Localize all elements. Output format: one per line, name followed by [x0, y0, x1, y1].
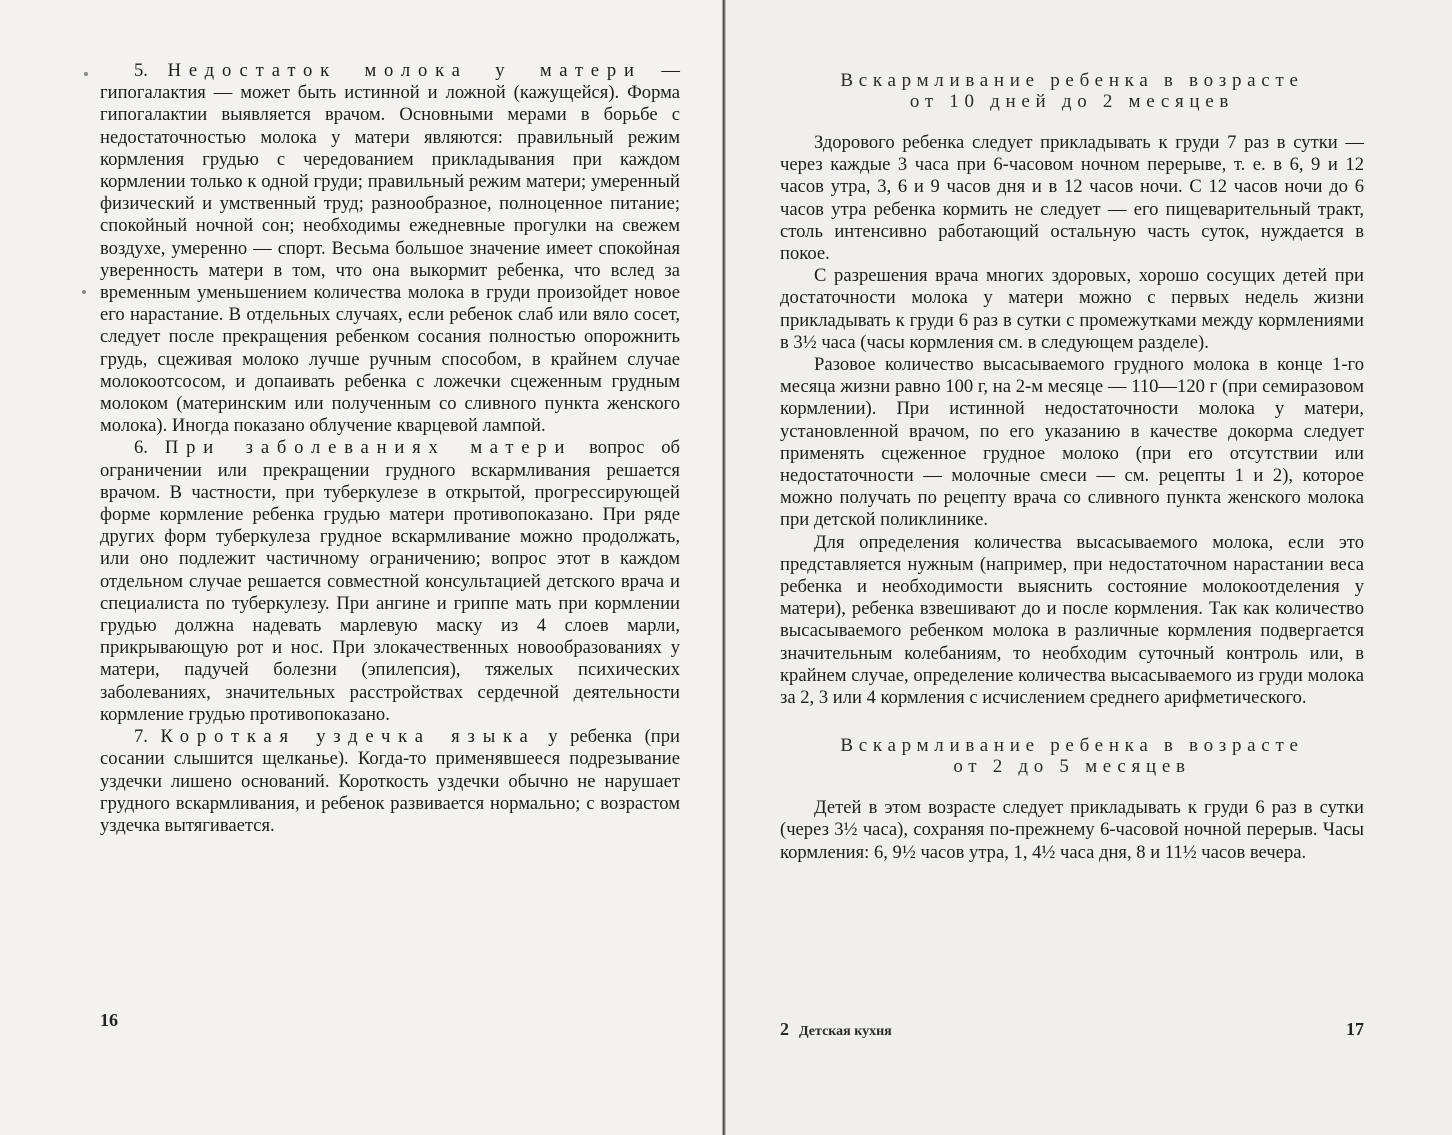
paragraph: Детей в этом возрасте следует прикладывать к груди 6 раз в сутки (через 3½ часа), сохраняя по-прежнему 6-часовой ночной перерыв. Часы кормления: 6, 9½ часов утра, 1, 4½ часа дня, 8 и 11½ часов вечера.	[780, 797, 1364, 863]
book-gutter	[722, 0, 726, 1135]
paragraph: Здорового ребенка следует прикладывать к груди 7 раз в сутки — через каждые 3 часа при 6-часовом ночном перерыве, т. е. в 6, 9 и 12 часов утра, 3, 6 и 9 часов дня и в 12 часов ночи. С 12 часов ночи до 6 часов утра ребенка кормить не следует — его пищеварительный тракт, столь интенсивно работающий остальную часть суток, нуждается в покое.	[780, 132, 1364, 265]
spaced-term: Недостаток молока у матери	[167, 60, 642, 81]
left-page	[0, 0, 724, 1135]
spaced-term: Короткая уздечка языка	[160, 726, 536, 748]
paragraph-short-frenulum	[100, 726, 680, 837]
scan-speck	[82, 290, 86, 294]
item-number: 6.	[134, 437, 165, 459]
heading-line: от 2 до 5 месяцев	[953, 756, 1191, 778]
heading-line: от 10 дней до 2 месяцев	[909, 91, 1235, 112]
right-page	[727, 0, 1452, 1135]
paragraph-text: — гипогалактия — может быть истинной и ложной (кажущейся). Форма гипогалактии выявляется врачом. Основными мерами в борьбе с недостаточностью молока у матери являются: правильный режим кормления грудью с чередованием прикладывания при каждом кормлении только к одной груди; правильный режим матери; умеренный физический и умственный труд; разнообразное, полноценное питание; спокойный ночной сон; необходимы ежедневные прогулки на свежем воздухе, умеренно — спорт. Весьма большое значение имеет спокойная уверенность матери в том, что она выкормит ребенка, что вслед за временным уменьшением количества молока в груди произойдет новое его нарастание. В отдельных случаях, если ребенок слаб или вяло сосет, следует после прекращения ребенком сосания полностью опорожнить грудь, сцеживая молоко лучше ручным способом, в крайнем случае молокоотсосом, и допаивать ребенка с ложечки сцеженным грудным молоком (материнским или полученным со сливного пункта женского молока). Иногда показано облучение кварцевой лампой.	[100, 60, 680, 437]
paragraph-milk-deficiency	[100, 60, 680, 437]
page-number-right: 17	[1346, 1019, 1364, 1039]
paragraph-text: вопрос об ограничении или прекращении грудного вскармливания решается врачом. В частности, при туберкулезе в открытой, прогрессирующей форме кормление ребенка грудью матери противопоказано. При ряде других форм туберкулеза грудное вскармливание можно продолжать, или оно подлежит частичному ограничению; вопрос этот в каждом отдельном случае решается совместной консультацией детского врача и специалиста по туберкулезу. При ангине и гриппе мать при кормлении грудью должна надевать марлевую маску из 4 слоев марли, прикрывающую рот и нос. При злокачественных новообразованиях у матери, падучей болезни (эпилепсия), тяжелых психических заболеваниях, значительных расстройствах сердечной деятельности кормление грудью противопоказано.	[100, 437, 681, 725]
page-number-left: 16	[100, 1010, 118, 1030]
heading-line: Вскармливание ребенка в возрасте	[840, 70, 1304, 91]
paragraph-mother-diseases	[100, 437, 680, 726]
paragraph: Для определения количества высасываемого молока, если это представляется нужным (например, при недостаточном нарастании веса ребенка и необходимости выяснить состояние молокоотделения у матери), ребенка взвешивают до и после кормления. Так как количество высасываемого ребенком молока в различные кормления подвергается значительным колебаниям, то необходим суточный контроль или, в крайнем случае, определение количества высасываемого из груди молока за 2, 3 или 4 кормления с исчислением среднего арифметического.	[780, 531, 1364, 709]
heading-line: Вскармливание ребенка в возрасте	[840, 735, 1304, 757]
signature-number: 2	[780, 1019, 789, 1039]
paragraph: С разрешения врача многих здоровых, хорошо сосущих детей при достаточности молока у матери можно с первых недель жизни прикладывать к груди 6 раз в сутки с промежутками между кормлениями в 3½ часа (часы кормления см. в следующем разделе).	[780, 265, 1364, 353]
spaced-term: При заболеваниях матери	[164, 437, 573, 459]
printer-signature	[780, 1019, 892, 1040]
paragraph: Разовое количество высасываемого грудного молока в конце 1-го месяца жизни равно 100 г, на 2-м месяце — 110—120 г (при семиразовом кормлении). При истинной недостаточности молока у матери, установленной врачом, по его указанию в качестве докорма следует применять сцеженное грудное молоко (при его отсутствии или недостаточности — молочные смеси — см. рецепты 1 и 2), которое можно получать по рецепту врача со сливного пункта женского молока при детской поликлинике.	[780, 354, 1364, 531]
item-number: 5.	[134, 60, 168, 81]
left-text-column	[100, 60, 680, 837]
right-text-column	[780, 70, 1364, 864]
signature-title: Детская кухня	[799, 1024, 892, 1039]
section-heading-2-months	[780, 735, 1364, 777]
scan-speck	[84, 72, 88, 76]
paragraph-text: у ребенка (при сосании слышится щелканье). Когда-то применявшееся подрезывание уздечки лишено оснований. Короткость уздечки обычно не нарушает грудного вскармливания, и ребенок развивается нормально; с возрастом уздечка вытягивается.	[100, 726, 681, 836]
section-heading-10-days	[780, 70, 1364, 112]
item-number: 7.	[134, 726, 161, 748]
